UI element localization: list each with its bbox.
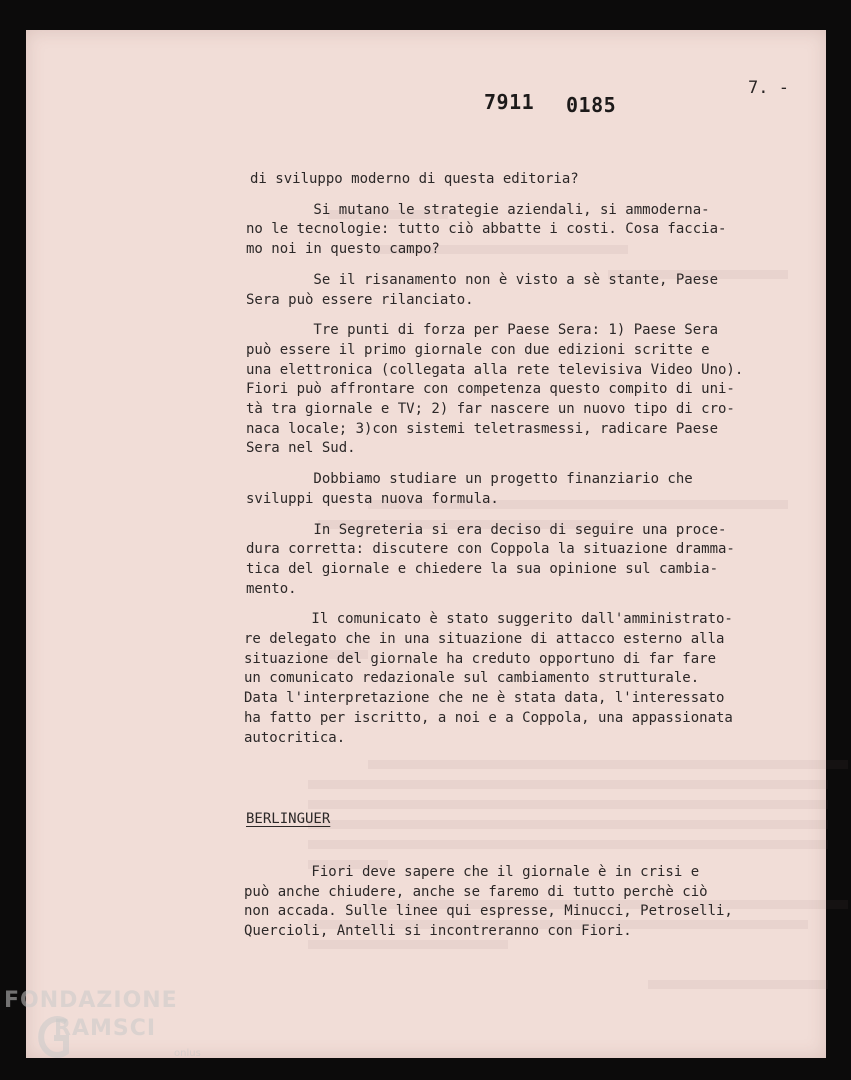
- paragraph-5: Dobbiamo studiare un progetto finanziario che sviluppi questa nuova formula.: [246, 471, 693, 507]
- section-heading: BERLINGUER: [246, 811, 331, 827]
- document-number-right: 0185: [566, 93, 617, 117]
- document-body: [244, 170, 820, 759]
- section-body: [244, 863, 824, 953]
- document-page: [26, 30, 826, 1058]
- paragraph-4: Tre punti di forza per Paese Sera: 1) Paese Sera può essere il primo giornale con due edizioni scritte e una elettronica (collegata alla rete televisiva Video Uno). Fiori può affrontare con competenza questo compito di uni- tà tra giornale e TV; 2) far nascere un nuovo tipo di cro- naca locale; 3)con sistemi teletrasmessi, radicare Paese Sera nel Sud.: [246, 322, 744, 457]
- section-paragraph: Fiori deve sapere che il giornale è in crisi e può anche chiudere, anche se faremo di tutto perchè ciò non accada. Sulle linee qui espresse, Minucci, Petroselli, Quercioli, Antelli si incontreranno con Fiori.: [244, 864, 733, 940]
- watermark-suffix: onlus: [174, 1048, 201, 1059]
- watermark-line-1: FONDAZIONE: [4, 988, 178, 1013]
- paragraph-1: di sviluppo moderno di questa editoria?: [250, 171, 579, 187]
- page-number: 7. -: [748, 78, 789, 98]
- archive-watermark: [4, 988, 214, 1074]
- watermark-line-2: RAMSCI: [54, 1016, 157, 1041]
- paragraph-7: Il comunicato è stato suggerito dall'amministrato- re delegato che in una situazione di attacco esterno alla situazione del giornale ha creduto opportuno di far fare un comunicato redazionale sul cambiamento strutturale. Data l'interpretazione che ne è stata data, l'interessato ha fatto per iscritto, a noi e a Coppola, una appassionata autocritica.: [244, 611, 733, 746]
- document-number-left: 7911: [484, 90, 535, 114]
- paragraph-6: In Segreteria si era deciso di seguire una proce- dura corretta: discutere con Coppola la situazione dramma- tica del giornale e chiedere la sua opinione sul cambia- mento.: [246, 521, 735, 597]
- paragraph-2: Si mutano le strategie aziendali, si ammoderna- no le tecnologie: tutto ciò abbatte i costi. Cosa faccia- mo noi in questo campo?: [246, 201, 727, 258]
- paragraph-3: Se il risanamento non è visto a sè stante, Paese Sera può essere rilanciato.: [246, 271, 719, 308]
